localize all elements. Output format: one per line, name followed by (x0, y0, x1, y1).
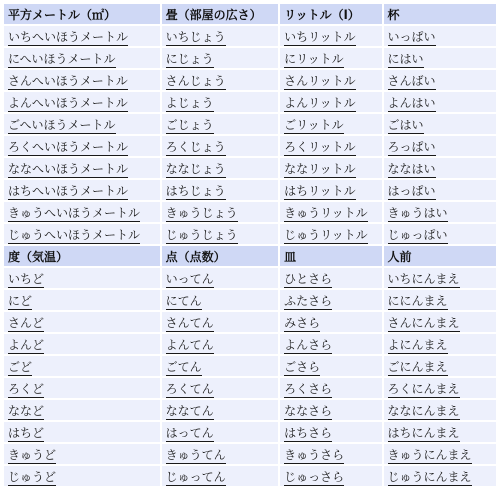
table-cell-reading (4, 312, 160, 332)
reading-text: はちリットル (284, 183, 356, 198)
reading-text: ごへいほうメートル (8, 117, 116, 132)
table-cell-reading (280, 268, 381, 288)
reading-text: ななじょう (165, 161, 226, 176)
reading-text: さんリットル (284, 73, 356, 88)
reading-text: じゅうにんまえ (387, 469, 472, 484)
reading-text: じゅっさら (284, 469, 345, 484)
table-cell-reading (4, 268, 160, 288)
reading-text: きゅうにんまえ (387, 447, 472, 462)
table-row (4, 70, 496, 90)
table-cell-reading (4, 400, 160, 420)
table-cell-reading (4, 378, 160, 398)
reading-text: よんど (8, 337, 45, 352)
table-cell-reading (384, 224, 497, 244)
table-cell-reading (384, 202, 497, 222)
reading-text: ななてん (165, 403, 214, 418)
table-cell-reading (280, 136, 381, 156)
table-cell-reading (162, 158, 278, 178)
reading-text: ににんまえ (387, 293, 448, 308)
column-header-col-1: 度（気温） (4, 246, 160, 266)
reading-text: ろくじょう (165, 139, 226, 154)
reading-text: はちにんまえ (387, 425, 460, 440)
reading-text: ろくど (8, 381, 45, 396)
table-cell-reading (280, 290, 381, 310)
reading-text: さんてん (165, 315, 214, 330)
table-header-row (4, 4, 496, 24)
table-cell-reading (162, 136, 278, 156)
reading-text: いちにんまえ (387, 271, 460, 286)
reading-text: ななリットル (284, 161, 356, 176)
reading-text: よんさら (284, 337, 333, 352)
table-cell-reading (162, 400, 278, 420)
reading-text: にリットル (284, 51, 344, 66)
table-cell-reading (162, 356, 278, 376)
table-cell-reading (384, 92, 497, 112)
reading-text: いちリットル (284, 29, 356, 44)
table-cell-reading (280, 400, 381, 420)
table-row (4, 400, 496, 420)
column-header-col-2: 畳（部屋の広さ） (162, 4, 278, 24)
reading-text: ろくにんまえ (387, 381, 460, 396)
reading-text: ごさら (284, 359, 321, 374)
table-cell-reading (280, 158, 381, 178)
table-cell-reading (162, 466, 278, 486)
table-cell-reading (4, 114, 160, 134)
reading-text: ろくへいほうメートル (8, 139, 129, 154)
reading-text: ごじょう (165, 117, 214, 132)
table-cell-reading (4, 26, 160, 46)
table-row (4, 334, 496, 354)
reading-text: よんはい (387, 95, 436, 110)
reading-text: ななへいほうメートル (8, 161, 129, 176)
reading-text: ごてん (165, 359, 202, 374)
reading-text: きゅうてん (165, 447, 226, 462)
table-cell-reading (280, 48, 381, 68)
table-row (4, 312, 496, 332)
table-cell-reading (384, 180, 497, 200)
table-cell-reading (280, 312, 381, 332)
table-cell-reading (4, 422, 160, 442)
reading-text: じゅうへいほうメートル (8, 227, 141, 242)
table-cell-reading (4, 356, 160, 376)
table-cell-reading (162, 334, 278, 354)
reading-text: きゅうはい (387, 205, 448, 220)
reading-text: ななさら (284, 403, 333, 418)
table-cell-reading (162, 180, 278, 200)
reading-text: ろくてん (165, 381, 214, 396)
table-cell-reading (280, 422, 381, 442)
table-cell-reading (384, 334, 497, 354)
reading-text: よんてん (165, 337, 214, 352)
table-row (4, 26, 496, 46)
table-cell-reading (4, 92, 160, 112)
table-cell-reading (384, 70, 497, 90)
reading-text: みさら (284, 315, 321, 330)
reading-text: じゅうじょう (165, 227, 238, 242)
counter-reading-table (2, 2, 498, 488)
reading-text: じゅってん (165, 469, 226, 484)
reading-text: いちへいほうメートル (8, 29, 129, 44)
reading-text: ふたさら (284, 293, 333, 308)
table-cell-reading (162, 224, 278, 244)
reading-text: じゅっぱい (387, 227, 448, 242)
reading-text: ななはい (387, 161, 436, 176)
table-cell-reading (280, 92, 381, 112)
reading-text: きゅうリットル (284, 205, 368, 220)
table-cell-reading (162, 268, 278, 288)
table-row (4, 466, 496, 486)
reading-text: はってん (165, 425, 214, 440)
table-cell-reading (162, 114, 278, 134)
reading-text: ごはい (387, 117, 424, 132)
table-cell-reading (280, 444, 381, 464)
table-row (4, 422, 496, 442)
table-cell-reading (4, 202, 160, 222)
table-cell-reading (384, 422, 497, 442)
table-row (4, 114, 496, 134)
reading-text: はっぱい (387, 183, 436, 198)
reading-text: ろくさら (284, 381, 333, 396)
reading-text: きゅうじょう (165, 205, 238, 220)
column-header-col-1: 平方メートル（㎡） (4, 4, 160, 24)
table-cell-reading (162, 378, 278, 398)
table-row (4, 444, 496, 464)
counter-reading-table-wrapper (2, 2, 498, 488)
reading-text: よんリットル (284, 95, 356, 110)
column-header-col-4: 人前 (384, 246, 497, 266)
table-cell-reading (280, 334, 381, 354)
table-cell-reading (4, 290, 160, 310)
table-cell-reading (384, 378, 497, 398)
table-cell-reading (280, 114, 381, 134)
reading-text: ろくリットル (284, 139, 356, 154)
table-cell-reading (280, 26, 381, 46)
table-cell-reading (280, 70, 381, 90)
table-cell-reading (384, 400, 497, 420)
table-cell-reading (384, 114, 497, 134)
table-cell-reading (384, 290, 497, 310)
column-header-col-3: 皿 (280, 246, 381, 266)
reading-text: にど (8, 293, 33, 308)
reading-text: ごど (8, 359, 33, 374)
table-cell-reading (384, 48, 497, 68)
table-cell-reading (4, 70, 160, 90)
column-header-col-2: 点（点数） (162, 246, 278, 266)
table-row (4, 136, 496, 156)
reading-text: にじょう (165, 51, 214, 66)
reading-text: じゅうリットル (284, 227, 368, 242)
reading-text: ごリットル (284, 117, 344, 132)
table-cell-reading (280, 466, 381, 486)
reading-text: きゅうへいほうメートル (8, 205, 141, 220)
reading-text: いってん (165, 271, 214, 286)
table-row (4, 92, 496, 112)
reading-text: さんど (8, 315, 45, 330)
reading-text: よじょう (165, 95, 214, 110)
table-cell-reading (384, 136, 497, 156)
reading-text: よにんまえ (387, 337, 448, 352)
table-row (4, 224, 496, 244)
table-cell-reading (162, 290, 278, 310)
reading-text: さんへいほうメートル (8, 73, 128, 88)
table-cell-reading (162, 312, 278, 332)
table-cell-reading (384, 268, 497, 288)
reading-text: きゅうど (8, 447, 57, 462)
column-header-col-3: リットル（l） (280, 4, 381, 24)
table-cell-reading (384, 26, 497, 46)
table-cell-reading (384, 466, 497, 486)
table-row (4, 356, 496, 376)
reading-text: はちど (8, 425, 45, 440)
reading-text: いっぱい (387, 29, 436, 44)
table-cell-reading (4, 158, 160, 178)
reading-text: さんばい (387, 73, 436, 88)
reading-text: さんじょう (165, 73, 226, 88)
reading-text: いちじょう (165, 29, 226, 44)
reading-text: さんにんまえ (387, 315, 460, 330)
reading-text: ななど (8, 403, 45, 418)
table-cell-reading (4, 180, 160, 200)
table-cell-reading (384, 356, 497, 376)
reading-text: ななにんまえ (387, 403, 460, 418)
table-cell-reading (4, 466, 160, 486)
column-header-col-4: 杯 (384, 4, 497, 24)
table-body (4, 4, 496, 486)
table-cell-reading (4, 444, 160, 464)
reading-text: はちじょう (165, 183, 226, 198)
table-cell-reading (162, 202, 278, 222)
reading-text: はちさら (284, 425, 333, 440)
table-cell-reading (162, 48, 278, 68)
table-cell-reading (384, 444, 497, 464)
table-cell-reading (384, 312, 497, 332)
table-cell-reading (162, 26, 278, 46)
table-row (4, 158, 496, 178)
table-cell-reading (280, 224, 381, 244)
table-cell-reading (162, 92, 278, 112)
table-header-row (4, 246, 496, 266)
table-row (4, 202, 496, 222)
reading-text: ろっぱい (387, 139, 436, 154)
table-cell-reading (162, 70, 278, 90)
table-cell-reading (4, 224, 160, 244)
reading-text: にへいほうメートル (8, 51, 116, 66)
table-cell-reading (280, 378, 381, 398)
table-row (4, 180, 496, 200)
reading-text: ごにんまえ (387, 359, 448, 374)
reading-text: よんへいほうメートル (8, 95, 128, 110)
reading-text: いちど (8, 271, 45, 286)
reading-text: にはい (387, 51, 424, 66)
table-row (4, 48, 496, 68)
table-cell-reading (4, 136, 160, 156)
reading-text: にてん (165, 293, 202, 308)
table-cell-reading (162, 444, 278, 464)
table-cell-reading (280, 356, 381, 376)
table-cell-reading (384, 158, 497, 178)
reading-text: きゅうさら (284, 447, 345, 462)
table-cell-reading (280, 180, 381, 200)
table-cell-reading (4, 334, 160, 354)
table-cell-reading (280, 202, 381, 222)
table-cell-reading (4, 48, 160, 68)
table-row (4, 378, 496, 398)
table-row (4, 290, 496, 310)
table-cell-reading (162, 422, 278, 442)
reading-text: じゅうど (8, 469, 57, 484)
reading-text: ひとさら (284, 271, 333, 286)
table-row (4, 268, 496, 288)
reading-text: はちへいほうメートル (8, 183, 129, 198)
